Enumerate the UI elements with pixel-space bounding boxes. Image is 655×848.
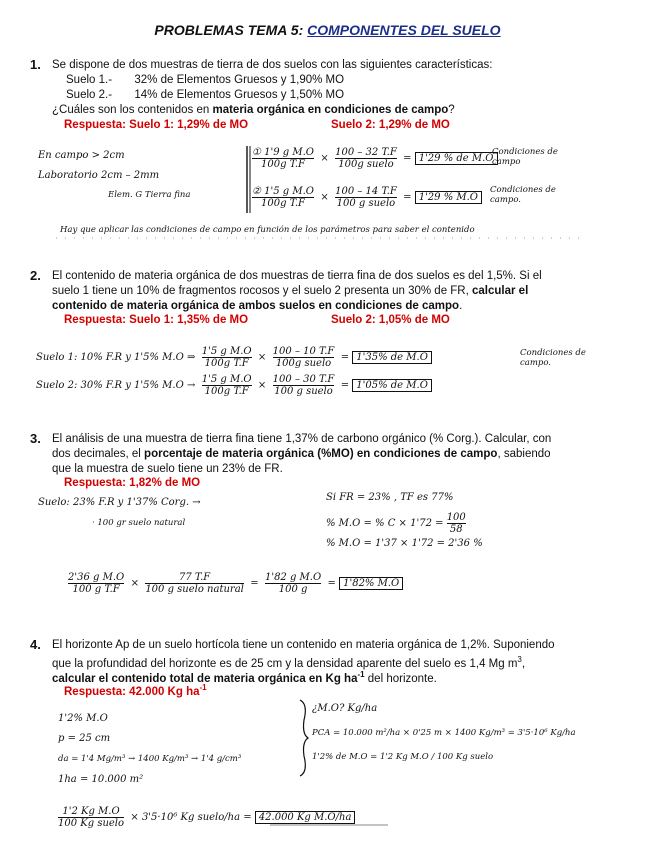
- hw-4-result: 42.000 Kg M.O/ha: [255, 811, 356, 824]
- hw-1-footnote: Hay que aplicar las condiciones de campo en función de los parámetros para saber el contenido: [60, 225, 475, 235]
- hw-3-mo: % M.O = 1'37 × 1'72 = 2'36 %: [326, 538, 483, 549]
- problem-2-line-2: suelo 1 tiene un 10% de fragmentos rocosos y el suelo 2 presenta un 30% de FR, calcular el: [52, 285, 529, 297]
- problem-1-soil-1: Suelo 1.- 32% de Elementos Gruesos y 1,90% MO: [66, 74, 345, 86]
- hw-2-result-1: 1'35% de M.O: [352, 351, 432, 364]
- hw-4-density: da = 1'4 Mg/m³ → 1400 Kg/m³ → 1'4 g/cm³: [58, 754, 242, 764]
- problem-3-line-1: El análisis de una muestra de tierra fina tiene 1,37% de carbono orgánico (% Corg.). Calcular, con: [52, 433, 552, 445]
- hw-1-field: En campo > 2cm: [38, 150, 125, 161]
- problem-3-number: 3.: [30, 431, 41, 446]
- hw-4-pca: PCA = 10.000 m²/ha × 0'25 m × 1400 Kg/m³ = 3'5·10⁶ Kg/ha: [312, 728, 576, 738]
- title-prefix: PROBLEMAS TEMA 5:: [154, 22, 308, 38]
- hw-4-final: $\frac{\text{1'2 Kg M.O}}{\text{100 Kg suelo}}$ × 3'5·10⁶ Kg suelo/ha = 42.000 Kg M.O/ha: [58, 806, 355, 829]
- problem-2-number: 2.: [30, 268, 41, 283]
- problem-4-answer: Respuesta: 42.000 Kg $ha^{-1}$: [64, 683, 207, 698]
- hw-3-data: Suelo: 23% F.R y 1'37% Corg. →: [38, 497, 201, 508]
- problem-3-answer: Respuesta: 1,82% de MO: [64, 477, 201, 489]
- hw-2-result-2: 1'05% de M.O: [352, 379, 432, 392]
- hw-1-fractions: Elem. G Tierra fina: [108, 190, 191, 200]
- problem-4-number: 4.: [30, 637, 41, 652]
- hw-3-fr: Si FR = 23% , TF es 77%: [326, 492, 454, 503]
- problem-2-answer-1: Respuesta: Suelo 1: 1,35% de MO: [64, 314, 249, 326]
- problem-1-intro: Se dispone de dos muestras de tierra de dos suelos con las siguientes características:: [52, 59, 493, 71]
- hw-4-mo: 1'2% M.O: [58, 713, 108, 724]
- hw-1-result-1: 1'29 % de M.O: [415, 152, 498, 165]
- problem-3-line-3: que la muestra de suelo tiene un 23% de FR.: [52, 463, 283, 475]
- hw-1-note-2: Condiciones de campo.: [490, 185, 556, 205]
- hw-1-note-1: Condiciones de campo: [492, 147, 558, 167]
- title-topic: COMPONENTES DEL SUELO: [307, 22, 501, 38]
- hw-3-basis: · 100 gr suelo natural: [92, 518, 186, 528]
- hw-1-calc-soil-2: $\frac{\text{② 1'5 g M.O}}{\text{100g T.F}}$ × $\frac{100 - 14 T.F}{\text{100 g suelo}}$ = 1'29 % M.O: [252, 186, 482, 209]
- problem-1-soil-2: Suelo 2.- 14% de Elementos Gruesos y 1,50% MO: [66, 89, 345, 101]
- hw-2-row-1: Suelo 1: 10% F.R y 1'5% M.O ⇒ $\frac{\text{1'5 g M.O}}{\text{100g T.F}}$ × $\frac{100 - 10 T.F}{\text{100g suelo}}$ = 1'35% de M.O: [36, 346, 432, 369]
- hw-4-depth: p = 25 cm: [58, 733, 111, 744]
- hw-2-note: Condiciones de campo.: [520, 348, 586, 368]
- problem-2-line-3: contenido de materia orgánica de ambos suelos en condiciones de campo.: [52, 300, 463, 312]
- problem-1-number: 1.: [30, 57, 41, 72]
- problem-1-answer-2: Suelo 2: 1,29% de MO: [331, 119, 450, 131]
- hw-4-ratio: 1'2% de M.O = 1'2 Kg M.O / 100 Kg suelo: [312, 752, 494, 762]
- hw-4-question: ¿M.O? Kg/ha: [312, 703, 378, 714]
- hw-4-hectare: 1ha = 10.000 m²: [58, 774, 144, 785]
- hw-1-lab: Laboratorio 2cm – 2mm: [38, 170, 160, 181]
- problem-4-line-3: calcular el contenido total de materia orgánica en Kg $ha^{-1}$ del horizonte.: [52, 670, 437, 685]
- problem-2-answer-2: Suelo 2: 1,05% de MO: [331, 314, 450, 326]
- problem-3-line-2: dos decimales, el porcentaje de materia orgánica (%MO) en condiciones de campo, sabiendo: [52, 448, 551, 460]
- hw-1-result-2: 1'29 % M.O: [415, 191, 482, 204]
- hw-3-result: 1'82% M.O: [339, 577, 403, 590]
- hw-1-calc-soil-1: $\frac{\text{① 1'9 g M.O}}{\text{100g T.F}}$ × $\frac{100 - 32 T.F}{\text{100g suelo}}$ = 1'29 % de M.O: [252, 147, 498, 170]
- hw-3-formula: % M.O = % C × 1'72 = $\frac{100}{58}$: [326, 512, 466, 535]
- problem-4-line-2: que la profundidad del horizonte es de 25 cm y la densidad aparente del suelo es 1,4 Mg $m^3$,: [52, 655, 526, 670]
- problem-1-answer-1: Respuesta: Suelo 1: 1,29% de MO: [64, 119, 249, 131]
- hw-4-brace: [300, 700, 308, 776]
- problem-2-line-1: El contenido de materia orgánica de dos muestras de tierra fina de dos suelos es del 1,5%. Si el: [52, 270, 542, 282]
- problem-4-line-1: El horizonte Ap de un suelo hortícola tiene un contenido en materia orgánica de 1,2%. Suponiendo: [52, 639, 555, 651]
- hw-3-final: $\frac{\text{2'36 g M.O}}{\text{100 g T.F}}$ × $\frac{77 T.F}{\text{100 g suelo natural}}$ = $\frac{\text{1'82 g M.O}}{100 g}$ = 1'82% M.O: [68, 572, 403, 595]
- hw-2-row-2: Suelo 2: 30% F.R y 1'5% M.O → $\frac{\text{1'5 g M.O}}{\text{100g T.F}}$ × $\frac{100 - 30 T.F}{\text{100 g suelo}}$ = 1'05% de M.O: [36, 374, 432, 397]
- problem-1-question: ¿Cuáles son los contenidos en materia orgánica en condiciones de campo?: [52, 104, 455, 116]
